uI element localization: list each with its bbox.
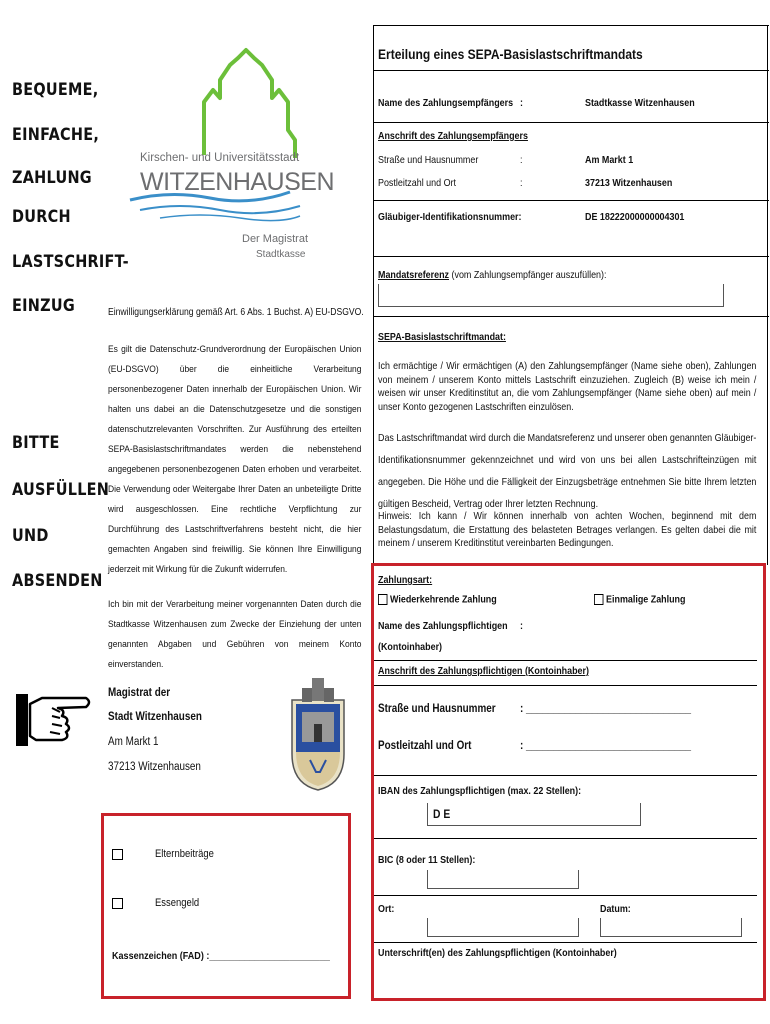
payer-city-label: Postleitzahl und Ort [378, 740, 472, 752]
logo-city: WITZENHAUSEN [140, 168, 334, 196]
colon: : [520, 155, 523, 166]
slogan-line: LASTSCHRIFT- [12, 252, 129, 272]
address-line: Magistrat der [108, 687, 171, 699]
sepa-text-notice: Hinweis: Ich kann / Wir können innerhalb von achten Wochen, beginnend mit dem Belastungsdatum, die Erstattung des belasteten Betrages verlangen. Es gelten dabei die mit meinem / unserem Kreditinstitut vereinbarten Bedingungen. [378, 511, 757, 549]
payer-address-heading: Anschrift des Zahlungspflichtigen (Kontoinhaber) [378, 666, 589, 677]
one-time-payment-option[interactable] [594, 594, 685, 605]
elternbeitraege-label: Elternbeiträge [155, 848, 214, 860]
logo-dept: Stadtkasse [256, 249, 306, 260]
logo-subtitle: Kirschen- und Universitätsstadt [140, 152, 300, 164]
colon: : [520, 98, 523, 109]
elternbeitraege-checkbox[interactable] [112, 846, 126, 864]
divider [373, 25, 769, 26]
street-label: Straße und Hausnummer [378, 155, 479, 166]
bic-label: BIC (8 oder 11 Stellen): [378, 855, 476, 866]
colon: : [520, 621, 523, 632]
divider [374, 660, 757, 661]
recurring-label: Wiederkehrende Zahlung [390, 594, 497, 606]
divider [373, 122, 769, 123]
iban-prefix: D E [433, 807, 451, 821]
kassenzeichen-field[interactable]: Kassenzeichen (FAD) :________________________ [112, 950, 330, 962]
divider [373, 316, 769, 317]
mandate-ref-label: Mandatsreferenz [378, 270, 450, 281]
mandate-ref-row [378, 270, 606, 281]
one-time-checkbox[interactable] [594, 594, 603, 605]
signature-label: Unterschrift(en) des Zahlungspflichtigen (Kontoinhaber) [378, 948, 617, 959]
recurring-checkbox[interactable] [378, 594, 387, 605]
divider [373, 25, 374, 565]
slogan-line: ZAHLUNG [12, 168, 92, 188]
consent-heading: Einwilligungserklärung gemäß Art. 6 Abs. 1 Buchst. A) EU-DSGVO. [108, 307, 364, 318]
sepa-heading: SEPA-Basislastschriftmandat: [378, 332, 506, 343]
one-time-label: Einmalige Zahlung [606, 594, 686, 606]
payment-type-label: Zahlungsart: [378, 575, 433, 586]
sepa-text-reference: Das Lastschriftmandat wird durch die Mandatsreferenz und unserer oben genannten Gläubiger-Identifikationsnummer gekennzeichnet und wird von uns bei allen Lastschrifteinzügen mit angegeben. Die Höhe und die Fälligkeit der Einzugsbeträge entnehmen Sie bitte Ihrem letzten gültigen Bescheid, Vertrag oder Ihrer letzten Rechnung. [378, 433, 757, 510]
divider [374, 895, 757, 896]
pointing-hand-icon [12, 688, 94, 752]
cta-line: UND [12, 526, 49, 546]
payer-name-label: Name des Zahlungspflichtigen [378, 621, 508, 632]
payee-name-label: Name des Zahlungsempfängers [378, 98, 514, 109]
city-value: 37213 Witzenhausen [585, 178, 673, 189]
mandate-ref-input[interactable] [378, 284, 724, 307]
logo-dept: Der Magistrat [242, 233, 309, 245]
consent-paragraph: Es gilt die Datenschutz-Grundverordnung der Europäischen Union (EU-DSGVO) über die einheitliche Verarbeitung personenbezogener Daten innerhalb der Europäischen Union. Wir halten uns dabei an die Datenschutzgesetze und die sonstigen datenschutzrelevanten Vorschriften. Zur Ausführung des erteilten SEPA-Basislastschriftmandates werden die nebenstehend angegebenen personenbezogenen Daten erhoben und verarbeitet. Die Verwendung oder Weitergabe Ihrer Daten an unbeteiligte Dritte wird ausgeschlossen. Eine rechtliche Verpflichtung zur Durchführung des Lastschriftverfahrens besteht nicht, die hier gemachten Angaben sind freiwillig. Sie können Ihre Einwilligung jederzeit mit Wirkung für die Zukunft widerrufen. [108, 344, 362, 575]
divider [373, 200, 769, 201]
essengeld-label: Essengeld [155, 897, 200, 909]
divider [767, 25, 768, 565]
divider [374, 685, 757, 686]
essengeld-checkbox[interactable] [112, 895, 126, 913]
slogan-line: BEQUEME, [12, 80, 99, 100]
recurring-payment-option[interactable] [378, 594, 497, 605]
ort-label: Ort: [378, 904, 395, 915]
datum-label: Datum: [600, 904, 631, 915]
payer-street-label: Straße und Hausnummer [378, 703, 496, 715]
address-line: Am Markt 1 [108, 736, 159, 748]
form-title: Erteilung eines SEPA-Basislastschriftmandats [378, 46, 643, 62]
creditor-id: DE 18222000000004301 [585, 212, 685, 223]
payee-address-heading: Anschrift des Zahlungsempfängers [378, 131, 528, 142]
coat-of-arms-icon [286, 672, 350, 792]
payment-purpose-box [101, 813, 351, 999]
payer-name-label-2: (Kontoinhaber) [378, 642, 443, 653]
sepa-text-authorization: Ich ermächtige / Wir ermächtigen (A) den Zahlungsempfänger (Name siehe oben), Zahlungen von meinem / unserem Konto mittels Lastschrift einzuziehen. Zugleich (B) weise ich mein / weisen wir unser Kreditinstitut an, die vom Zahlungsempfänger (Name siehe oben) auf mein / unser Konto gezogenen Lastschriften einzulösen. [378, 361, 757, 413]
iban-input[interactable] [427, 803, 641, 826]
divider [374, 942, 757, 943]
divider [373, 256, 769, 257]
cta-line: AUSFÜLLEN [12, 480, 110, 500]
address-line: Stadt Witzenhausen [108, 711, 202, 723]
divider [374, 775, 757, 776]
cta-line: ABSENDEN [12, 571, 103, 591]
colon: : [520, 178, 523, 189]
consent-agreement: Ich bin mit der Verarbeitung meiner vorgenannten Daten durch die Stadtkasse Witzenhausen zum Zwecke der Einziehung der unten genannten Abgaben und Gebühren von meinem Konto einverstanden. [108, 599, 362, 670]
bic-input[interactable] [427, 870, 579, 889]
mandate-ref-note: (vom Zahlungsempfänger auszufüllen): [449, 270, 607, 281]
payer-street-input[interactable]: : ______________________________ [520, 703, 692, 715]
address-line: 37213 Witzenhausen [108, 761, 201, 773]
city-logo [120, 40, 334, 270]
slogan-line: EINFACHE, [12, 125, 100, 145]
iban-label: IBAN des Zahlungspflichtigen (max. 22 Stellen): [378, 786, 582, 797]
cta-line: BITTE [12, 433, 60, 453]
street-value: Am Markt 1 [585, 155, 634, 166]
ort-input[interactable] [427, 918, 579, 937]
payer-city-input[interactable]: : ______________________________ [520, 740, 692, 752]
creditor-id-label: Gläubiger-Identifikationsnummer: [378, 212, 522, 223]
slogan-line: DURCH [12, 207, 71, 227]
divider [373, 70, 769, 71]
datum-input[interactable] [600, 918, 742, 937]
city-label: Postleitzahl und Ort [378, 178, 456, 189]
divider [374, 838, 757, 839]
slogan-line: EINZUG [12, 296, 75, 316]
payee-name: Stadtkasse Witzenhausen [585, 98, 695, 109]
signature-field[interactable] [378, 965, 753, 990]
